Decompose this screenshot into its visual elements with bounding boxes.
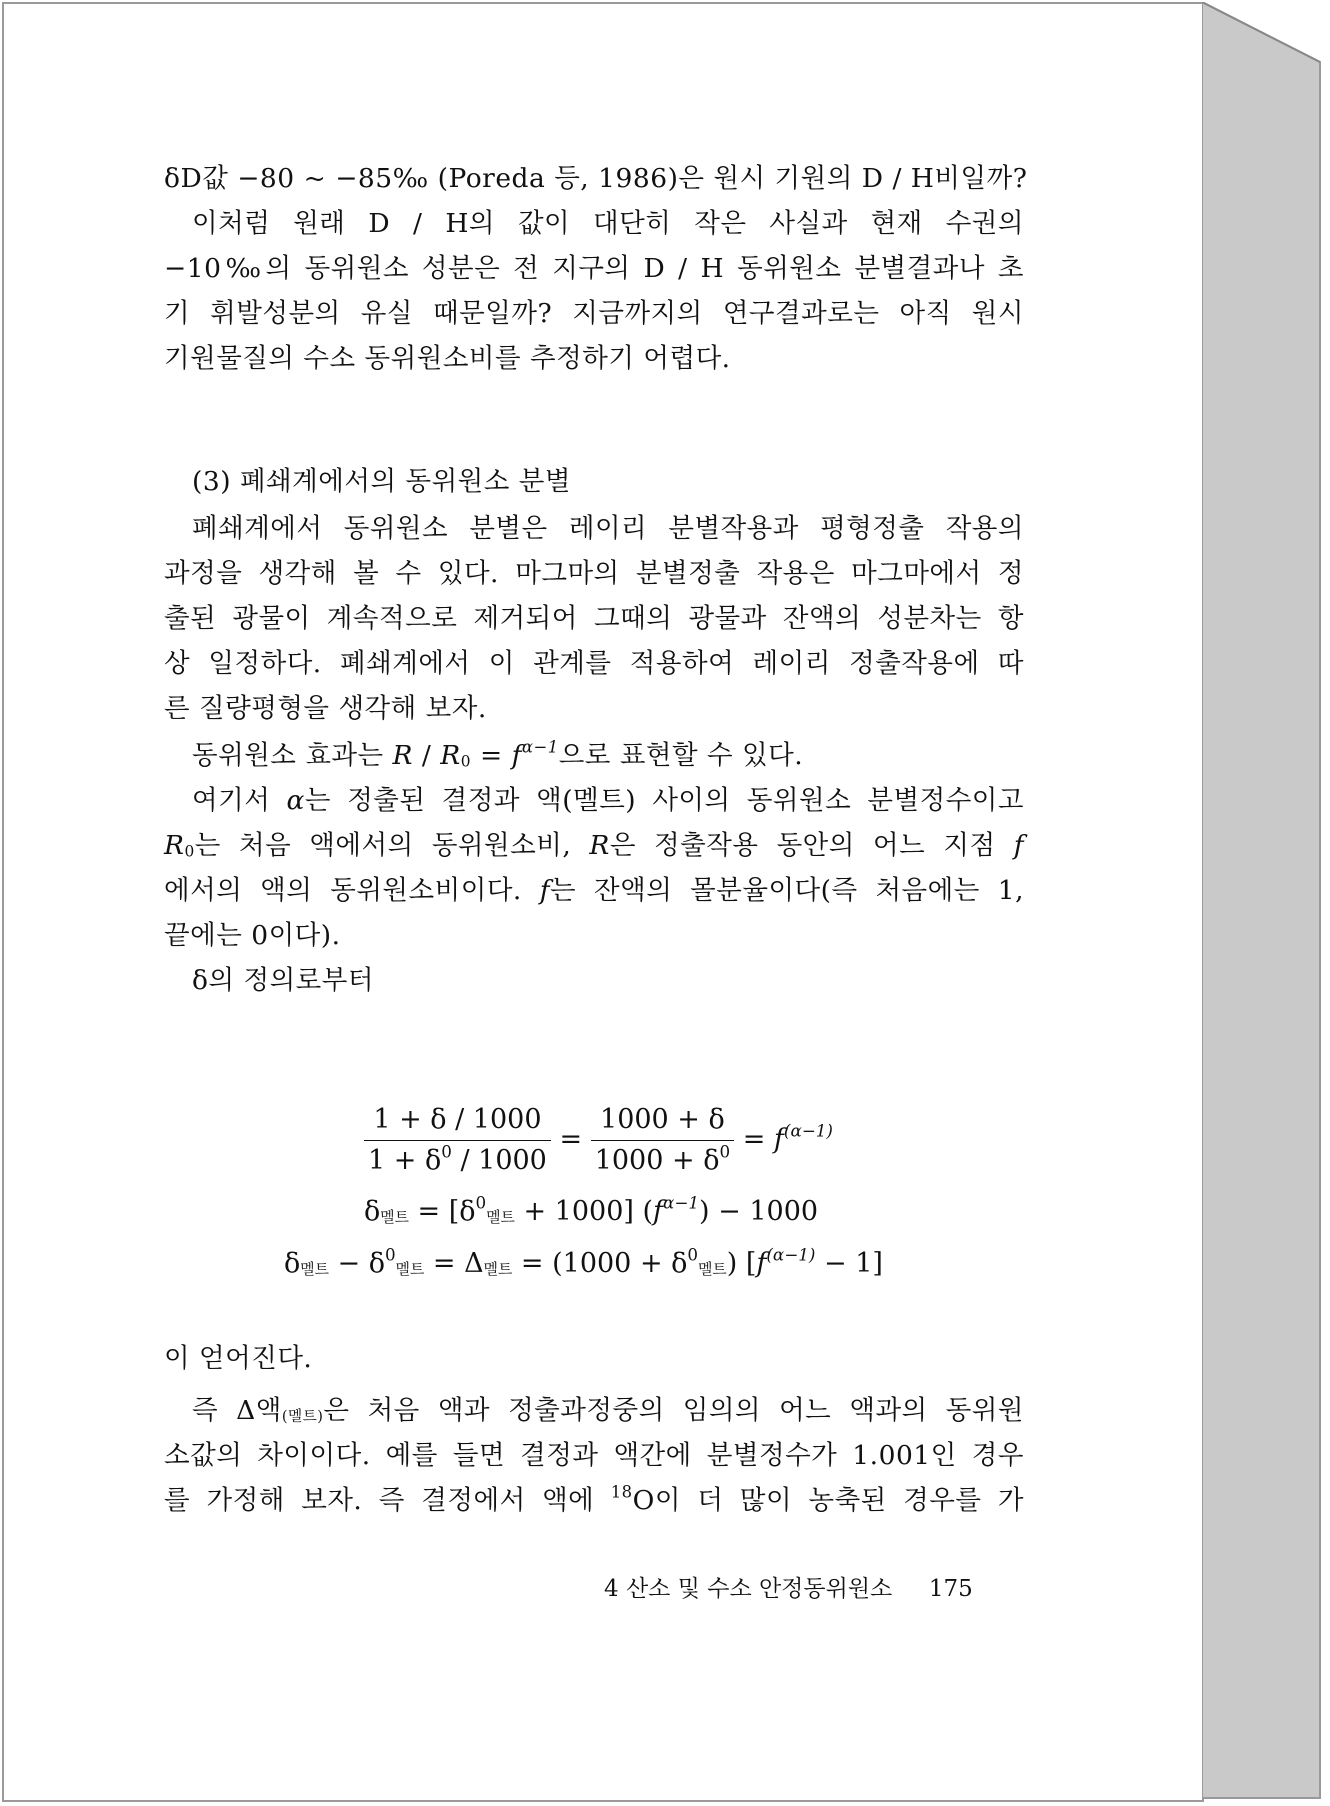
text-line: 를 가정해 보자. 즉 결정에서 액에 $^{18}$O이 더 많이 농축된 경우를 가: [164, 1482, 1024, 1516]
equation-2: $\delta_{멜트} = [\delta^0_{멜트} + 1000] (f^{\alpha-1}) - 1000$: [364, 1192, 819, 1227]
equation-3: $\delta_{멜트} - \delta^0_{멜트} = \Delta_{멜트} = (1000 + \delta^0_{멜트}) [f^{(\alpha-1)} - 1]$: [284, 1244, 883, 1279]
text-line: δ의 정의로부터: [192, 965, 374, 996]
text-line: 폐쇄계에서 동위원소 분별은 레이리 분별작용과 평형정출 작용의: [192, 513, 1024, 544]
text-line: 이 얻어진다.: [164, 1343, 313, 1374]
book-edge-face: [1202, 2, 1320, 1798]
isotope-effect-line: 동위원소 효과는 $R / R_0 = f^{\alpha-1}$으로 표현할 수 있다.: [192, 737, 804, 771]
text-line: 에서의 액의 동위원소비이다. f는 잔액의 몰분율이다(즉 처음에는 1,: [164, 875, 1025, 906]
text-line: 과정을 생각해 볼 수 있다. 마그마의 분별정출 작용은 마그마에서 정: [164, 558, 1024, 589]
text-line: 기 휘발성분의 유실 때문일까? 지금까지의 연구결과로는 아직 원시: [164, 298, 1024, 329]
page-footer: [604, 1572, 973, 1606]
fraction-right: $\frac{1000 + \delta}{1000 + \delta^0}$: [591, 1102, 734, 1179]
fraction-left: $\frac{1 + \delta / 1000}{1 + \delta^0 / 1000}$: [364, 1102, 551, 1179]
text-line: 출된 광물이 계속적으로 제거되어 그때의 광물과 잔액의 성분차는 항: [164, 603, 1024, 634]
text-line: 이처럼 원래 D / H의 값이 대단히 작은 사실과 현재 수권의: [192, 208, 1024, 239]
book-page: [2, 2, 1204, 1802]
text-line: $R_0$는 처음 액에서의 동위원소비, R은 정출작용 동안의 어느 지점 f: [164, 830, 1024, 861]
chapter-title: 4 산소 및 수소 안정동위원소: [604, 1576, 893, 1602]
text-line: 기원물질의 수소 동위원소비를 추정하기 어렵다.: [164, 343, 731, 374]
text-line: 상 일정하다. 폐쇄계에서 이 관계를 적용하여 레이리 정출작용에 따: [164, 648, 1024, 679]
text-line: 소값의 차이이다. 예를 들면 결정과 액간에 분별정수가 1.001인 경우: [164, 1440, 1024, 1471]
page-number: 175: [928, 1576, 973, 1602]
book-edge-illustration: [1202, 2, 1322, 1800]
text-line: 른 질량평형을 생각해 보자.: [164, 693, 487, 724]
text-line: 여기서 α는 정출된 결정과 액(멜트) 사이의 동위원소 분별정수이고: [192, 785, 1024, 816]
section-heading: (3) 폐쇄계에서의 동위원소 분별: [192, 466, 571, 497]
equation-1: $\frac{1 + \delta / 1000}{1 + \delta^0 / 1000}$ = $\frac{1000 + \delta}{1000 + \delta^0}$ = $f^{(\alpha-1)}$: [364, 1102, 833, 1179]
text-line: −10‰의 동위원소 성분은 전 지구의 D / H 동위원소 분별결과나 초: [164, 253, 1024, 284]
text-line: δD값 −80 ~ −85‰ (Poreda 등, 1986)은 원시 기원의 D / H비일까?: [164, 163, 1028, 194]
text-line: 즉 Δ액$_{(멜트)}$은 처음 액과 정출과정중의 임의의 어느 액과의 동위원: [192, 1395, 1024, 1426]
text-line: 끝에는 0이다).: [164, 920, 341, 951]
